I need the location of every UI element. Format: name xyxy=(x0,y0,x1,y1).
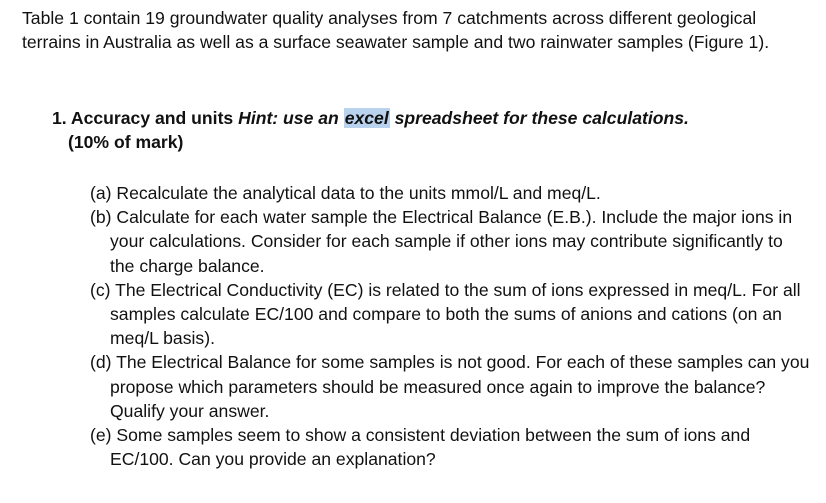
sub-question-d: (d) The Electrical Balance for some samples is not good. For each of these samples can you propose which parameters should be measured once again to improve the balance? Qualify your answer. xyxy=(90,352,810,421)
sub-question-a: (a) Recalculate the analytical data to the units mmol/L and meq/L. xyxy=(90,183,601,203)
intro-paragraph: Table 1 contain 19 groundwater quality analyses from 7 catchments across different geological terrains in Australia as well as a surface seawater sample and two rainwater samples (Figure 1). xyxy=(22,8,770,52)
highlighted-word: excel xyxy=(344,108,389,128)
sub-question-e: (e) Some samples seem to show a consistent deviation between the sum of ions and EC/100. Can you provide an explanation? xyxy=(90,425,751,470)
hint-text xyxy=(238,108,689,128)
sub-question-list xyxy=(90,181,810,471)
question-title: 1. Accuracy and units xyxy=(52,108,234,128)
sub-question-c: (c) The Electrical Conductivity (EC) is related to the sum of ions expressed in meq/L. For all samples calculate EC/100 and compare to both the sums of anions and cations (on an meq/L basis). xyxy=(90,279,801,349)
sub-question-b: (b) Calculate for each water sample the Electrical Balance (E.B.). Include the major ions in your calculations. Consider for each sample if other ions may contribute significantly to the charge balance. xyxy=(90,207,793,276)
mark-weight: (10% of mark) xyxy=(68,132,184,152)
hint-before: Hint: use an xyxy=(238,108,339,128)
hint-after: spreadsheet for these calculations. xyxy=(394,108,689,128)
question-heading xyxy=(52,106,812,154)
